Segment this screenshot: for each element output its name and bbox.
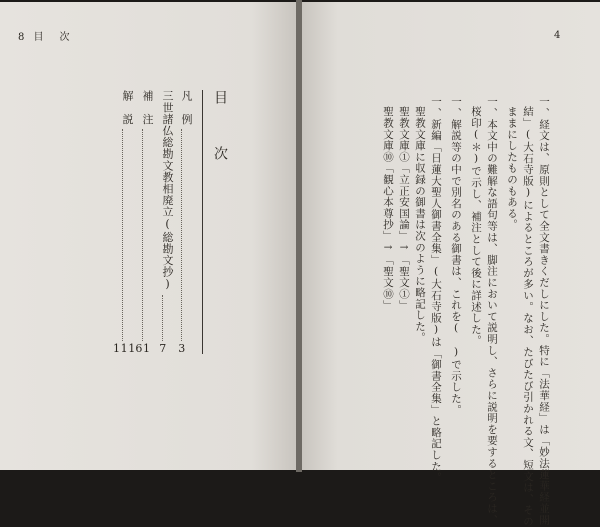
note-line: 聖教文庫①「立正安国論」→「聖文①」 [398,106,410,311]
left-page [0,2,296,470]
note-line: ままにしたものもある。 [506,106,518,231]
note-line: 桜印(＊)で示し、補注として後に詳述した。 [470,106,482,347]
toc-entry-title: 三世諸仏総勘文教相廃立(総勘文抄) [161,90,174,292]
leader-dots [122,129,128,341]
note-line: 一、新編「日蓮大聖人御書全集」(大石寺版)は「御書全集」と略記した。 [430,96,442,484]
toc-entry-page: 7 [159,342,167,355]
note-line: 一、解説等の中で別名のある御書は、これを( )で示した。 [450,96,462,416]
right-page [302,2,600,527]
note-line: 聖教文庫に収録の御書は次のように略記した。 [414,106,426,344]
page-number: 4 [554,30,561,41]
toc-entry-title: 凡 例 [180,90,193,125]
running-head: 8 目 次 [18,32,73,43]
toc-entry-page: 3 [178,342,186,355]
leader-dots [181,129,187,341]
toc-entry-hanrei[interactable] [176,90,192,354]
toc-entry-sokanmon[interactable] [157,90,173,354]
note-line: 聖教文庫⑩「観心本尊抄」→「聖文⑩」 [382,106,394,311]
toc-entry-title: 解 説 [121,90,134,125]
toc-entry-page: 111 [113,342,136,355]
toc-title: 目 次 [212,90,228,174]
note-line: 一、経文は、原則として全文書きくだしにした。特に「法華経」は「妙法蓮華経並開 [538,96,550,526]
note-line: 一、本文中の難解な語句等は、脚注において説明し、さらに説明を要するところは、 [486,96,498,526]
toc-entry-kaisetsu[interactable] [113,90,136,355]
toc-entry-page: 61 [135,342,151,355]
note-line: 結」(大石寺版)によるところが多い。なお、たびたび引かれる文、短文は、その [522,106,534,527]
toc-entry-title: 補 注 [141,90,154,125]
leader-dots [142,129,148,341]
leader-dots [162,295,168,341]
toc-entry-hochu[interactable] [137,90,153,354]
toc-divider [202,90,203,354]
